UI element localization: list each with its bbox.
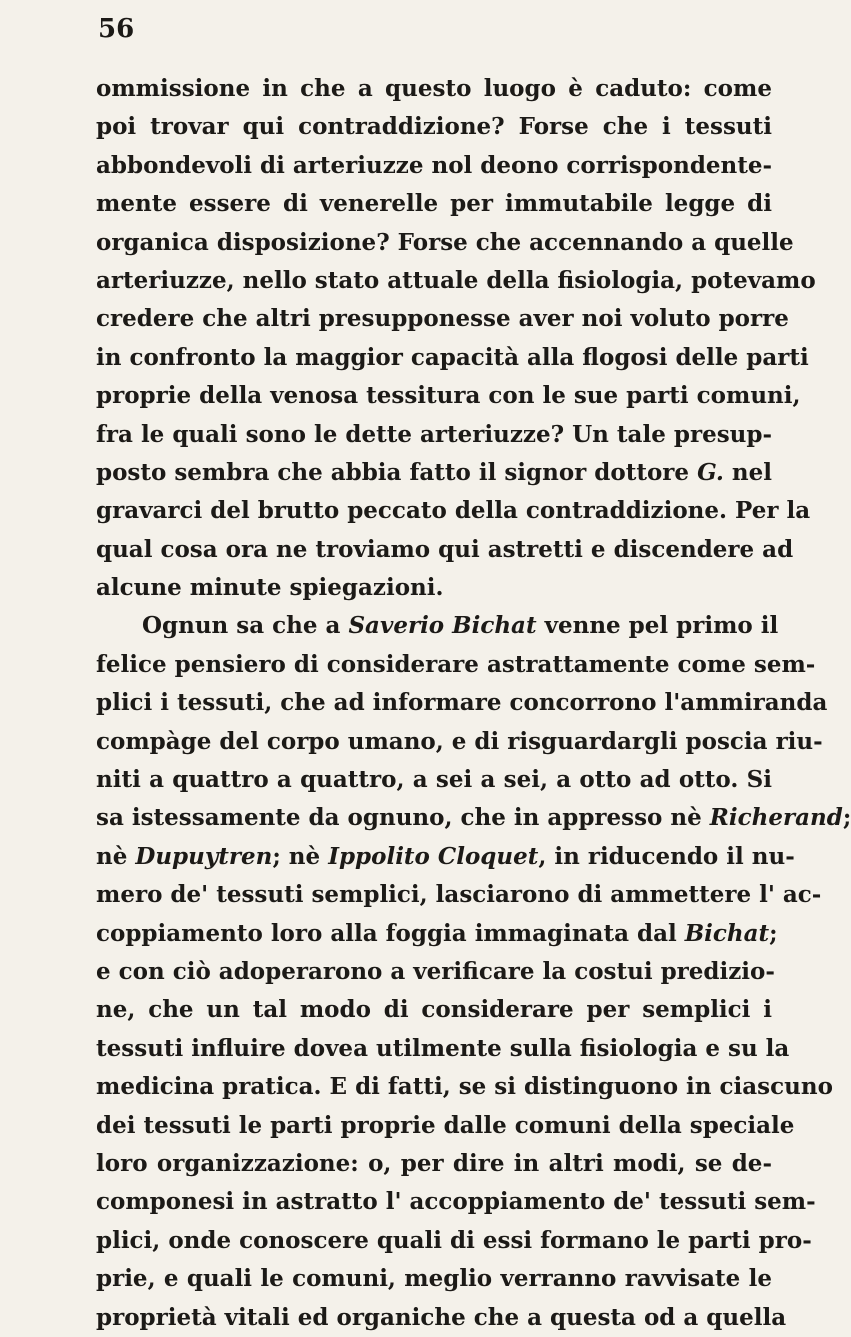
text-segment: tessuti influire dovea utilmente sulla fisiologia e su la	[96, 1034, 790, 1062]
italic-name: Dupuytren	[135, 842, 273, 870]
text-segment: gravarci del brutto peccato della contraddizione. Per la	[96, 497, 811, 525]
text-segment: felice pensiero di considerare astrattamente come sem-	[96, 650, 816, 678]
text-segment: coppiamento loro alla foggia immaginata dal	[96, 919, 685, 947]
text-line	[96, 646, 816, 684]
text-segment: ommissione in che a questo luogo è caduto: come	[96, 75, 772, 102]
italic-name: Saverio Bichat	[348, 612, 537, 640]
text-line	[96, 1030, 790, 1068]
text-line	[96, 224, 794, 262]
text-segment: mero de' tessuti semplici, lasciarono di ammettere l' ac-	[96, 881, 822, 909]
text-line	[96, 492, 811, 530]
text-segment: plici, onde conoscere quali di essi formano le parti pro-	[96, 1226, 812, 1254]
text-line	[96, 607, 779, 645]
italic-name: Ippolito Cloquet	[328, 842, 539, 870]
text-segment: ; nè	[272, 842, 329, 870]
text-segment: in confronto la maggior capacità alla flogosi delle parti	[96, 343, 809, 371]
italic-name: Richerand	[709, 804, 843, 832]
text-line	[96, 569, 772, 607]
text-segment: e con ciò adoperarono a verificare la costui predizio-	[96, 957, 775, 985]
text-segment: poi trovar qui contraddizione? Forse che i tessuti	[96, 113, 772, 141]
text-segment: qual cosa ora ne troviamo qui astretti e discendere ad	[96, 535, 794, 563]
text-segment: proprietà vitali ed organiche che a questa od a quella	[96, 1303, 787, 1331]
text-segment: dei tessuti le parti proprie dalle comuni della speciale	[96, 1111, 795, 1139]
text-segment: abbondevoli di arteriuzze nol deono corrispondente-	[96, 151, 773, 179]
text-line	[96, 991, 772, 1029]
text-line	[96, 1107, 795, 1145]
text-line	[96, 1183, 816, 1221]
text-segment: Ognun sa che a	[142, 612, 349, 640]
italic-name: G.	[697, 458, 724, 486]
page-number: 56	[98, 14, 135, 44]
text-line	[96, 339, 809, 377]
text-line	[96, 1068, 833, 1106]
text-segment: compàge del corpo umano, e di risguardargli poscia riu-	[96, 727, 823, 755]
text-line	[96, 761, 772, 799]
text-line	[96, 915, 778, 953]
text-segment: nel	[723, 458, 773, 486]
text-line	[96, 416, 772, 454]
text-segment: nè	[96, 842, 136, 870]
text-line	[96, 531, 794, 569]
text-segment: loro organizzazione: o, per dire in altri modi, se de-	[96, 1149, 772, 1177]
text-segment: venne pel primo il	[536, 612, 779, 640]
text-segment: proprie della venosa tessitura con le sue parti comuni,	[96, 382, 801, 410]
text-line	[96, 684, 828, 722]
text-line	[96, 377, 801, 415]
text-segment: organica disposizione? Forse che accennando a quelle	[96, 228, 794, 256]
text-line	[96, 838, 795, 876]
text-segment: ;	[842, 804, 851, 832]
text-segment: mente essere di venerelle per immutabile legge di	[96, 190, 772, 218]
text-line	[96, 454, 772, 492]
text-line	[96, 1299, 787, 1337]
text-line	[96, 723, 823, 761]
text-segment: plici i tessuti, che ad informare concorrono l'ammiranda	[96, 689, 828, 717]
text-line	[96, 953, 775, 991]
text-segment: medicina pratica. E di fatti, se si distinguono in ciascuno	[96, 1073, 833, 1101]
text-line	[96, 108, 772, 146]
body-text	[96, 70, 851, 1337]
text-segment: sa istessamente da ognuno, che in appresso nè	[96, 804, 710, 832]
text-line	[96, 185, 772, 223]
text-segment: fra le quali sono le dette arteriuzze? Un tale presup-	[96, 420, 772, 448]
text-segment: arteriuzze, nello stato attuale della fisiologia, potevamo	[96, 266, 816, 294]
text-segment: credere che altri presupponesse aver noi voluto porre	[96, 305, 789, 333]
italic-name: Bichat	[684, 919, 770, 947]
text-segment: , in riducendo il nu-	[538, 842, 795, 870]
text-line	[96, 799, 851, 837]
text-segment: ;	[769, 919, 778, 947]
text-line	[96, 1222, 812, 1260]
text-line	[96, 262, 816, 300]
text-segment: niti a quattro a quattro, a sei a sei, a otto ad otto. Si	[96, 766, 772, 794]
text-line	[96, 1145, 772, 1183]
text-line	[96, 70, 772, 108]
text-segment: alcune minute spiegazioni.	[96, 574, 444, 602]
text-line	[96, 1260, 772, 1298]
text-segment: prie, e quali le comuni, meglio verranno ravvisate le	[96, 1265, 772, 1293]
text-segment: componesi in astratto l' accoppiamento de' tessuti sem-	[96, 1188, 816, 1216]
text-segment: ne, che un tal modo di considerare per semplici i	[96, 996, 772, 1024]
text-line	[96, 300, 789, 338]
text-segment: posto sembra che abbia fatto il signor dottore	[96, 458, 698, 486]
text-line	[96, 876, 822, 914]
text-line	[96, 147, 772, 185]
